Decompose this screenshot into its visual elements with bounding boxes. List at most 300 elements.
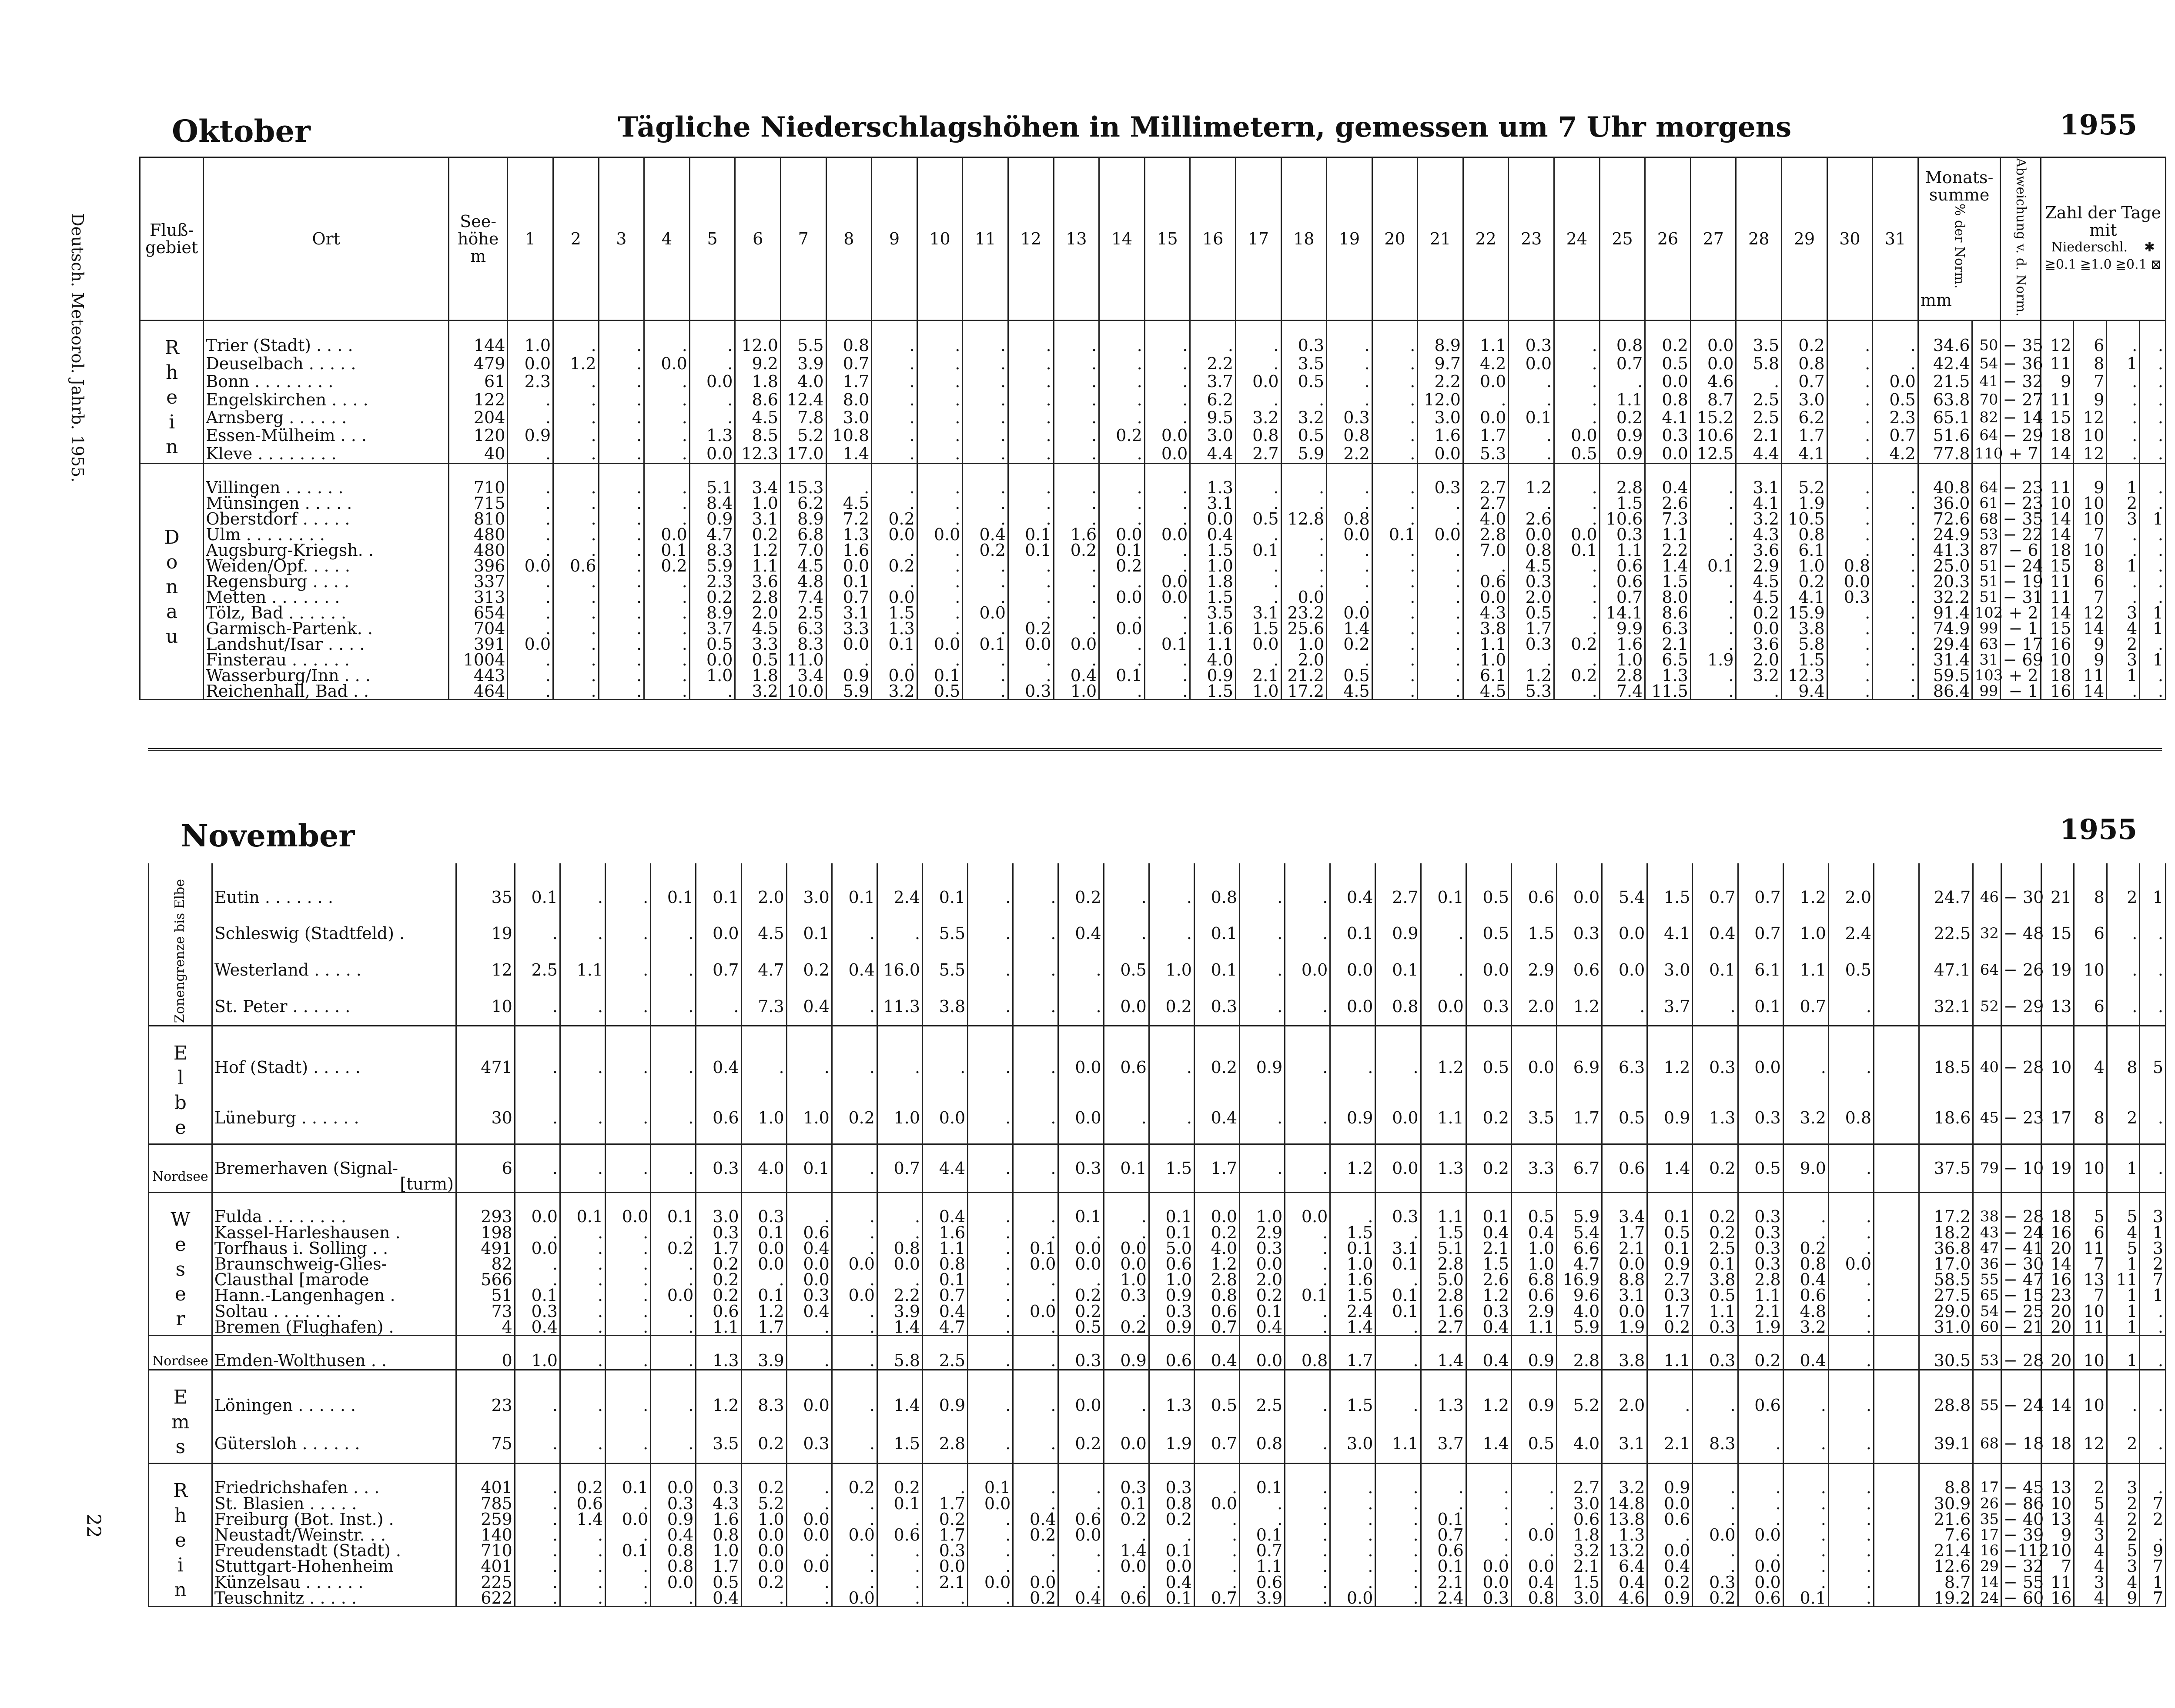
- value-cell: 0.5: [1645, 354, 1691, 372]
- value-cell: 0.5: [1511, 1209, 1556, 1224]
- station-name: Freiburg (Bot. Inst.) .: [212, 1511, 456, 1527]
- value-cell: 0.9: [1149, 1287, 1194, 1303]
- table-row: [140, 427, 2166, 445]
- col-day-29: 29: [1782, 157, 1827, 321]
- value-cell: 9: [2074, 652, 2107, 668]
- value-cell: 79: [1973, 1160, 2001, 1176]
- value-cell: 22.5: [1919, 916, 1973, 952]
- value-cell: 0.9: [1511, 1352, 1556, 1370]
- value-cell: 0.5: [1281, 373, 1327, 391]
- value-cell: 0.2: [696, 1287, 741, 1303]
- value-cell: 0.4: [1190, 527, 1236, 542]
- value-cell: 0.7: [826, 589, 872, 605]
- value-cell: − 41: [2001, 1240, 2041, 1256]
- value-cell: 0.4: [1647, 1558, 1693, 1574]
- value-cell: .: [963, 652, 1008, 668]
- spacer-cell: [2001, 1193, 2041, 1209]
- spacer-cell: [515, 1464, 560, 1480]
- value-cell: 0.2: [1149, 1511, 1194, 1527]
- value-cell: 0.3: [1104, 1480, 1149, 1495]
- value-cell: 1.1: [1645, 527, 1691, 542]
- elevation: 1004: [448, 652, 507, 668]
- value-cell: .: [515, 1558, 560, 1574]
- value-cell: 2.8: [1194, 1272, 1239, 1287]
- value-cell: 1.5: [1645, 574, 1691, 589]
- value-cell: .: [963, 683, 1008, 700]
- value-cell: 0.0: [1645, 445, 1691, 463]
- value-cell: 3.2: [1783, 1092, 1828, 1144]
- value-cell: 4.5: [1509, 558, 1554, 574]
- value-cell: 0.0: [1375, 1092, 1421, 1144]
- value-cell: 1.9: [1602, 1319, 1647, 1336]
- value-cell: .: [968, 1224, 1013, 1240]
- value-cell: 3.2: [1736, 668, 1782, 683]
- value-cell: 6.2: [780, 495, 826, 511]
- value-cell: 2.7: [1463, 495, 1509, 511]
- value-cell: 0.1: [651, 1209, 696, 1224]
- value-cell: .: [1008, 511, 1054, 527]
- value-cell: 10.8: [826, 427, 872, 445]
- value-cell: .: [1008, 373, 1054, 391]
- value-cell: .: [1647, 1527, 1693, 1543]
- value-cell: .: [560, 1160, 605, 1176]
- value-cell: 0.4: [923, 1304, 968, 1319]
- value-cell: .: [606, 1590, 651, 1607]
- value-cell: 0.9: [1647, 1480, 1693, 1495]
- station-name: Bremerhaven (Signal-: [212, 1160, 456, 1176]
- spacer-cell: [606, 1464, 651, 1480]
- value-cell: .: [1008, 668, 1054, 683]
- value-cell: 8.0: [1645, 589, 1691, 605]
- value-cell: .: [560, 1319, 605, 1336]
- value-cell: .: [515, 1386, 560, 1424]
- value-cell: 99: [1972, 683, 2001, 700]
- value-cell: [1874, 1480, 1919, 1495]
- value-cell: 0.4: [1693, 916, 1738, 952]
- spacer-cell: [1783, 1193, 1828, 1209]
- spacer-cell: [2074, 320, 2107, 337]
- value-cell: .: [877, 1209, 922, 1224]
- spacer-cell: [1372, 320, 1418, 337]
- value-cell: .: [1330, 1209, 1375, 1224]
- value-cell: 0.9: [1190, 668, 1236, 683]
- col-day-10: 10: [917, 157, 963, 321]
- value-cell: 3.0: [1557, 1495, 1602, 1511]
- spacer-cell: [1509, 320, 1554, 337]
- spacer-row: [149, 1144, 2166, 1161]
- value-cell: 2.9: [1240, 1224, 1285, 1240]
- value-cell: [1602, 1176, 1647, 1193]
- value-cell: 0.1: [1058, 1209, 1104, 1224]
- spacer-cell: [1058, 1336, 1104, 1352]
- spacer-cell: [968, 1336, 1013, 1352]
- value-cell: 0.7: [826, 354, 872, 372]
- spacer-cell: [212, 1026, 456, 1043]
- value-cell: .: [1375, 1590, 1421, 1607]
- value-cell: 3.3: [1511, 1160, 1556, 1176]
- value-cell: .: [1099, 480, 1145, 495]
- value-cell: .: [968, 1590, 1013, 1607]
- value-cell: 21.6: [1919, 1511, 1973, 1527]
- value-cell: 2.3: [508, 373, 553, 391]
- value-cell: 0.0: [786, 1386, 832, 1424]
- value-cell: .: [1828, 1495, 1874, 1511]
- value-cell: 8.5: [735, 427, 781, 445]
- table-row: [140, 652, 2166, 668]
- value-cell: − 23: [2001, 495, 2041, 511]
- value-cell: .: [689, 683, 735, 700]
- value-cell: 0.3: [1194, 988, 1239, 1026]
- value-cell: 0.0: [1194, 1495, 1239, 1511]
- value-cell: .: [1690, 511, 1736, 527]
- value-cell: 0.0: [741, 1543, 786, 1558]
- spacer-cell: [1554, 320, 1600, 337]
- value-cell: .: [508, 668, 553, 683]
- value-cell: 17.2: [1281, 683, 1327, 700]
- value-cell: 6.4: [1602, 1558, 1647, 1574]
- value-cell: .: [832, 1558, 877, 1574]
- value-cell: 5.1: [1421, 1240, 1466, 1256]
- value-cell: 1: [2140, 605, 2166, 621]
- value-cell: 0.0: [1511, 1527, 1556, 1543]
- value-cell: 0.7: [1240, 1543, 1285, 1558]
- spacer-cell: [741, 863, 786, 879]
- value-cell: 6.1: [1782, 542, 1827, 558]
- value-cell: 1.7: [1782, 427, 1827, 445]
- value-cell: .: [1828, 1386, 1874, 1424]
- value-cell: 1: [2107, 558, 2140, 574]
- value-cell: .: [553, 652, 599, 668]
- value-cell: 0.5: [1058, 1319, 1104, 1336]
- value-cell: .: [1466, 1527, 1511, 1543]
- value-cell: − 29: [2001, 988, 2041, 1026]
- value-cell: 8.8: [1602, 1272, 1647, 1287]
- flussgebiet-name: Nordsee: [152, 1354, 208, 1369]
- spacer-cell: [149, 1336, 212, 1352]
- value-cell: 0.3: [1738, 1256, 1783, 1272]
- value-cell: 42.4: [1918, 354, 1972, 372]
- value-cell: 4.2: [1873, 445, 1918, 463]
- value-cell: .: [968, 1209, 1013, 1224]
- value-cell: 58.5: [1919, 1272, 1973, 1287]
- spacer-cell: [553, 463, 599, 480]
- value-cell: .: [560, 1224, 605, 1240]
- value-cell: .: [2140, 952, 2166, 988]
- spacer-cell: [2001, 863, 2041, 879]
- value-cell: .: [1013, 1386, 1058, 1424]
- spacer-cell: [2107, 1026, 2140, 1043]
- elevation: 6: [456, 1160, 515, 1176]
- value-cell: 5.9: [689, 558, 735, 574]
- value-cell: 0.4: [1149, 1574, 1194, 1590]
- value-cell: .: [1099, 408, 1145, 426]
- value-cell: .: [560, 1304, 605, 1319]
- spacer-cell: [968, 863, 1013, 879]
- value-cell: − 25: [2001, 1304, 2041, 1319]
- value-cell: 4.7: [689, 527, 735, 542]
- value-cell: .: [1372, 511, 1418, 527]
- value-cell: 1.0: [1054, 683, 1099, 700]
- value-cell: 10: [2074, 1304, 2107, 1319]
- value-cell: 2.0: [1240, 1272, 1285, 1287]
- spacer-cell: [149, 1193, 212, 1209]
- value-cell: 7.3: [741, 988, 786, 1026]
- station-name: Fulda . . . . . . . .: [212, 1209, 456, 1224]
- value-cell: 5.8: [1782, 636, 1827, 652]
- elevation: 622: [456, 1590, 515, 1607]
- spacer-cell: [1874, 1464, 1919, 1480]
- station-name: Metten . . . . . . .: [204, 589, 449, 605]
- value-cell: 70: [1972, 391, 2001, 408]
- table-row: [149, 1574, 2166, 1590]
- spacer-cell: [560, 1464, 605, 1480]
- value-cell: 51: [1972, 574, 2001, 589]
- value-cell: 2.1: [1557, 1558, 1602, 1574]
- value-cell: 0.4: [923, 1209, 968, 1224]
- value-cell: 0.8: [923, 1256, 968, 1272]
- value-cell: .: [606, 1574, 651, 1590]
- elevation: 259: [456, 1511, 515, 1527]
- value-cell: .: [1054, 427, 1099, 445]
- value-cell: 0.4: [832, 952, 877, 988]
- value-cell: 2.5: [1736, 408, 1782, 426]
- value-cell: .: [1013, 916, 1058, 952]
- value-cell: 2.1: [1647, 1424, 1693, 1464]
- value-cell: 77.8: [1918, 445, 1972, 463]
- value-cell: 24.9: [1918, 527, 1972, 542]
- value-cell: 7.6: [1919, 1527, 1973, 1543]
- value-cell: .: [2140, 337, 2166, 354]
- value-cell: 0.8: [651, 1543, 696, 1558]
- spacer-cell: [1874, 1193, 1919, 1209]
- value-cell: .: [553, 574, 599, 589]
- value-cell: 6.6: [1557, 1240, 1602, 1256]
- value-cell: 11: [2041, 589, 2074, 605]
- value-cell: − 18: [2001, 1424, 2041, 1464]
- mm-label: mm: [1920, 291, 1952, 310]
- spacer-row: [149, 1370, 2166, 1387]
- spacer-cell: [1058, 1026, 1104, 1043]
- value-cell: .: [1375, 1319, 1421, 1336]
- value-cell: 1.3: [826, 527, 872, 542]
- value-cell: 0.5: [1235, 511, 1281, 527]
- value-cell: 1: [2107, 1352, 2140, 1370]
- value-cell: 0.5: [1466, 916, 1511, 952]
- spacer-cell: [1240, 1144, 1285, 1161]
- value-cell: .: [968, 1527, 1013, 1543]
- value-cell: 0.2: [1099, 427, 1145, 445]
- value-cell: 0.4: [1466, 1319, 1511, 1336]
- value-cell: 1.5: [1235, 621, 1281, 636]
- value-cell: 2: [2107, 1511, 2140, 1527]
- value-cell: 0.0: [1013, 1574, 1058, 1590]
- value-cell: 2: [2107, 1092, 2140, 1144]
- value-cell: .: [1330, 1543, 1375, 1558]
- value-cell: [2074, 1176, 2107, 1193]
- value-cell: [1874, 988, 1919, 1026]
- value-cell: 1.0: [877, 1092, 922, 1144]
- value-cell: 0.1: [1375, 952, 1421, 988]
- spacer-cell: [1194, 863, 1239, 879]
- spacer-cell: [1693, 1336, 1738, 1352]
- value-cell: .: [1008, 445, 1054, 463]
- spacer-cell: [1099, 463, 1145, 480]
- value-cell: 65: [1973, 1287, 2001, 1303]
- value-cell: 0.0: [508, 354, 553, 372]
- value-cell: 5.9: [1557, 1209, 1602, 1224]
- value-cell: 1.1: [1738, 1287, 1783, 1303]
- value-cell: 7: [2074, 1287, 2107, 1303]
- value-cell: .: [1235, 337, 1281, 354]
- value-cell: 0.0: [1144, 527, 1190, 542]
- value-cell: .: [599, 652, 644, 668]
- value-cell: .: [1783, 1424, 1828, 1464]
- value-cell: 0.3: [1509, 337, 1554, 354]
- spacer-cell: [877, 1370, 922, 1387]
- value-cell: 9.5: [1190, 408, 1236, 426]
- spacer-cell: [877, 863, 922, 879]
- spacer-cell: [1873, 463, 1918, 480]
- value-cell: 0.0: [1602, 1304, 1647, 1319]
- elevation: 122: [448, 391, 507, 408]
- value-cell: 0.2: [696, 1256, 741, 1272]
- spacer-cell: [1919, 1336, 1973, 1352]
- spacer-cell: [1511, 1193, 1556, 1209]
- value-cell: 0.6: [877, 1527, 922, 1543]
- value-cell: .: [1509, 427, 1554, 445]
- value-cell: 0.7: [1194, 1319, 1239, 1336]
- spacer-cell: [1466, 1193, 1511, 1209]
- station-name: Tölz, Bad . . . . . .: [204, 605, 449, 621]
- spacer-cell: [1919, 1370, 1973, 1387]
- value-cell: 0.0: [963, 605, 1008, 621]
- value-cell: .: [1418, 589, 1463, 605]
- value-cell: 2.2: [1418, 373, 1463, 391]
- value-cell: 0.0: [1099, 621, 1145, 636]
- value-cell: .: [1418, 605, 1463, 621]
- spacer-cell: [741, 1144, 786, 1161]
- value-cell: 2: [2140, 1511, 2166, 1527]
- value-cell: 0.2: [1240, 1287, 1285, 1303]
- value-cell: .: [515, 1272, 560, 1287]
- value-cell: 0.4: [1330, 879, 1375, 916]
- value-cell: 10: [2041, 652, 2074, 668]
- value-cell: 0.5: [1281, 427, 1327, 445]
- spacer-cell: [651, 1193, 696, 1209]
- spacer-row: [149, 1336, 2166, 1352]
- value-cell: [877, 1176, 922, 1193]
- value-cell: .: [606, 1319, 651, 1336]
- value-cell: 1.0: [1463, 652, 1509, 668]
- spacer-cell: [606, 1026, 651, 1043]
- value-cell: .: [508, 652, 553, 668]
- value-cell: .: [1058, 1224, 1104, 1240]
- value-cell: 3.0: [1782, 391, 1827, 408]
- value-cell: 4: [2074, 1590, 2107, 1607]
- value-cell: 0.0: [1144, 427, 1190, 445]
- value-cell: .: [644, 495, 690, 511]
- value-cell: 10: [2041, 1495, 2074, 1511]
- spacer-cell: [1054, 320, 1099, 337]
- value-cell: 0.2: [689, 589, 735, 605]
- value-cell: − 19: [2001, 574, 2041, 589]
- value-cell: 6: [2074, 916, 2107, 952]
- value-cell: 5.8: [1736, 354, 1782, 372]
- value-cell: .: [1013, 988, 1058, 1026]
- value-cell: 16: [2041, 636, 2074, 652]
- value-cell: 0.1: [1235, 542, 1281, 558]
- value-cell: 0.3: [1104, 1287, 1149, 1303]
- value-cell: 4.3: [1736, 527, 1782, 542]
- value-cell: .: [644, 668, 690, 683]
- value-cell: .: [1054, 621, 1099, 636]
- value-cell: .: [2140, 589, 2166, 605]
- value-cell: 2.0: [1281, 652, 1327, 668]
- value-cell: .: [1418, 652, 1463, 668]
- value-cell: 1.3: [1693, 1092, 1738, 1144]
- value-cell: .: [508, 683, 553, 700]
- value-cell: 0.2: [1013, 1527, 1058, 1543]
- value-cell: 1: [2140, 511, 2166, 527]
- value-cell: .: [917, 337, 963, 354]
- value-cell: − 27: [2001, 391, 2041, 408]
- value-cell: .: [1149, 879, 1194, 916]
- value-cell: 2.7: [1421, 1319, 1466, 1336]
- value-cell: 0.1: [741, 1224, 786, 1240]
- value-cell: 14: [2041, 527, 2074, 542]
- value-cell: .: [644, 480, 690, 495]
- value-cell: 2.5: [1736, 391, 1782, 408]
- spacer-row: [149, 1026, 2166, 1043]
- value-cell: 39.1: [1919, 1424, 1973, 1464]
- flussgebiet-name: Elbe: [169, 1042, 192, 1142]
- value-cell: .: [1099, 574, 1145, 589]
- value-cell: .: [515, 916, 560, 952]
- col-day-17: 17: [1235, 157, 1281, 321]
- value-cell: 2.1: [1602, 1240, 1647, 1256]
- value-cell: − 17: [2001, 636, 2041, 652]
- value-cell: 1.4: [1647, 1160, 1693, 1176]
- value-cell: .: [1828, 1319, 1874, 1336]
- value-cell: .: [872, 574, 917, 589]
- value-cell: 0.9: [1599, 445, 1645, 463]
- value-cell: .: [2140, 1304, 2166, 1319]
- value-cell: 5.3: [1463, 445, 1509, 463]
- value-cell: .: [2107, 373, 2140, 391]
- value-cell: 3.7: [1647, 988, 1693, 1026]
- spacer-cell: [1235, 320, 1281, 337]
- spacer-cell: [1693, 863, 1738, 879]
- spacer-cell: [1783, 1370, 1828, 1387]
- value-cell: 1.9: [1738, 1319, 1783, 1336]
- table-row: [140, 542, 2166, 558]
- value-cell: .: [1190, 337, 1236, 354]
- value-cell: .: [2140, 668, 2166, 683]
- station-name: Eutin . . . . . . .: [212, 879, 456, 916]
- value-cell: 0.0: [1466, 1558, 1511, 1574]
- value-cell: .: [1372, 480, 1418, 495]
- value-cell: .: [963, 480, 1008, 495]
- value-cell: .: [2107, 1386, 2140, 1424]
- value-cell: .: [1149, 916, 1194, 952]
- value-cell: 0.0: [651, 1480, 696, 1495]
- value-cell: 0.7: [1599, 354, 1645, 372]
- value-cell: 0.4: [696, 1590, 741, 1607]
- spacer-cell: [1511, 863, 1556, 879]
- value-cell: 0.0: [826, 558, 872, 574]
- value-cell: 9: [2074, 391, 2107, 408]
- value-cell: 61: [1972, 495, 2001, 511]
